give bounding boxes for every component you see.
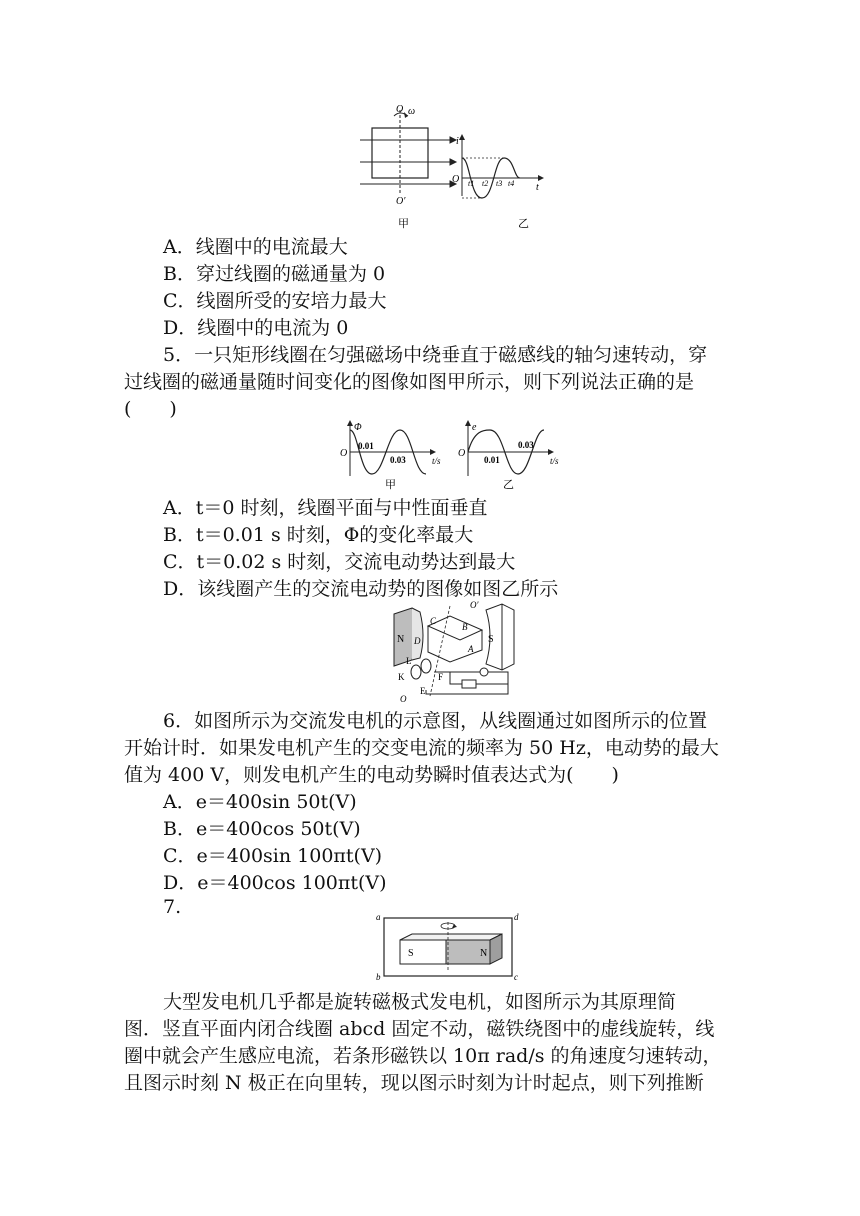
q4-option-b: B．穿过线圈的磁通量为 0 bbox=[163, 263, 386, 285]
figure-ac-generator bbox=[390, 600, 520, 704]
axis-t: t bbox=[536, 182, 539, 193]
ring-K: K bbox=[398, 672, 405, 682]
figure-coil-current bbox=[358, 100, 558, 230]
tick-t4: t4 bbox=[508, 179, 515, 188]
e-origin: O bbox=[458, 448, 466, 459]
tick-t2: t2 bbox=[482, 179, 489, 188]
ring-L: L bbox=[406, 656, 412, 666]
pole-S: S bbox=[488, 634, 494, 645]
q4-option-c: C．线圈所受的安培力最大 bbox=[163, 290, 387, 312]
tick-t3: t3 bbox=[496, 179, 503, 188]
q4-option-a: A．线圈中的电流最大 bbox=[163, 236, 348, 258]
corner-d: d bbox=[514, 912, 519, 922]
e-axis-label: e bbox=[472, 422, 477, 433]
q5-option-c: C．t＝0.02 s 时刻，交流电动势达到最大 bbox=[163, 551, 516, 573]
coil-A: A bbox=[468, 644, 474, 654]
q6-option-d: D．e＝400cos 100πt(V) bbox=[163, 872, 387, 894]
tick-t1: t1 bbox=[468, 179, 475, 188]
phi-tick-003: 0.03 bbox=[390, 455, 406, 465]
pole-N: N bbox=[397, 634, 405, 645]
q5-option-d: D．该线圈产生的交流电动势的图像如图乙所示 bbox=[163, 578, 559, 600]
q6-stem-line1: 6．如图所示为交流发电机的示意图，从线圈通过如图所示的位置 bbox=[163, 710, 708, 732]
axis-O-gen: O bbox=[400, 694, 407, 704]
q7-line1: 大型发电机几乎都是旋转磁极式发电机，如图所示为其原理简 bbox=[163, 991, 677, 1013]
axis-i: i bbox=[456, 136, 459, 147]
q7-line2: 图．竖直平面内闭合线圈 abcd 固定不动，磁铁绕图中的虚线旋转，线 bbox=[124, 1018, 715, 1040]
q5-stem-line2: 过线圈的磁通量随时间变化的图像如图甲所示，则下列说法正确的是 bbox=[124, 371, 695, 393]
caption-jia: 甲 bbox=[398, 217, 409, 230]
corner-a: a bbox=[376, 912, 381, 922]
q6-option-a: A．e＝400sin 50t(V) bbox=[163, 791, 357, 813]
phi-axis-label: Φ bbox=[354, 422, 362, 433]
q7-line3: 圈中就会产生感应电流，若条形磁铁以 10π rad/s 的角速度匀速转动， bbox=[124, 1045, 722, 1067]
magnet-S: S bbox=[408, 948, 414, 959]
q4-option-d: D．线圈中的电流为 0 bbox=[163, 317, 349, 339]
corner-b: b bbox=[376, 972, 381, 982]
label-O: O bbox=[396, 104, 404, 115]
phi-tick-001: 0.01 bbox=[358, 441, 374, 451]
q5-stem-line1: 5．一只矩形线圈在匀强磁场中绕垂直于磁感线的轴匀速转动，穿 bbox=[163, 344, 708, 366]
brush-E: E bbox=[420, 686, 426, 696]
figure-phi-e-graphs bbox=[338, 420, 568, 492]
q6-option-c: C．e＝400sin 100πt(V) bbox=[163, 845, 383, 867]
figure-rotating-magnet bbox=[374, 910, 524, 982]
label-Oprime: O′ bbox=[396, 196, 406, 207]
caption-jia-2: 甲 bbox=[385, 478, 396, 491]
e-axis-ts: t/s bbox=[550, 456, 559, 466]
q6-option-b: B．e＝400cos 50t(V) bbox=[163, 818, 361, 840]
magnet-N: N bbox=[480, 948, 488, 959]
axis-O: O bbox=[452, 174, 460, 185]
q5-option-a: A．t＝0 时刻，线圈平面与中性面垂直 bbox=[163, 497, 488, 519]
axis-Oprime: O′ bbox=[470, 600, 479, 610]
q6-stem-line2: 开始计时．如果发电机产生的交变电流的频率为 50 Hz，电动势的最大 bbox=[124, 737, 719, 759]
coil-B: B bbox=[462, 622, 468, 632]
q6-stem-line3: 值为 400 V，则发电机产生的电动势瞬时值表达式为( ) bbox=[124, 764, 619, 786]
coil-D: D bbox=[414, 636, 421, 646]
caption-yi-2: 乙 bbox=[503, 478, 514, 491]
caption-yi: 乙 bbox=[518, 217, 529, 230]
phi-origin: O bbox=[340, 448, 348, 459]
label-omega: ω bbox=[408, 106, 416, 117]
phi-axis-ts: t/s bbox=[432, 456, 441, 466]
e-tick-001: 0.01 bbox=[484, 455, 500, 465]
q7-line4: 且图示时刻 N 极正在向里转，现以图示时刻为计时起点，则下列推断 bbox=[124, 1072, 704, 1094]
q5-stem-line3: ( ) bbox=[124, 398, 177, 420]
corner-c: c bbox=[514, 972, 518, 982]
q5-option-b: B．t＝0.01 s 时刻，Φ的变化率最大 bbox=[163, 524, 474, 546]
q7-number: 7. bbox=[163, 896, 182, 918]
coil-C: C bbox=[430, 616, 437, 626]
e-tick-003: 0.03 bbox=[518, 440, 534, 450]
brush-F: F bbox=[438, 672, 444, 682]
